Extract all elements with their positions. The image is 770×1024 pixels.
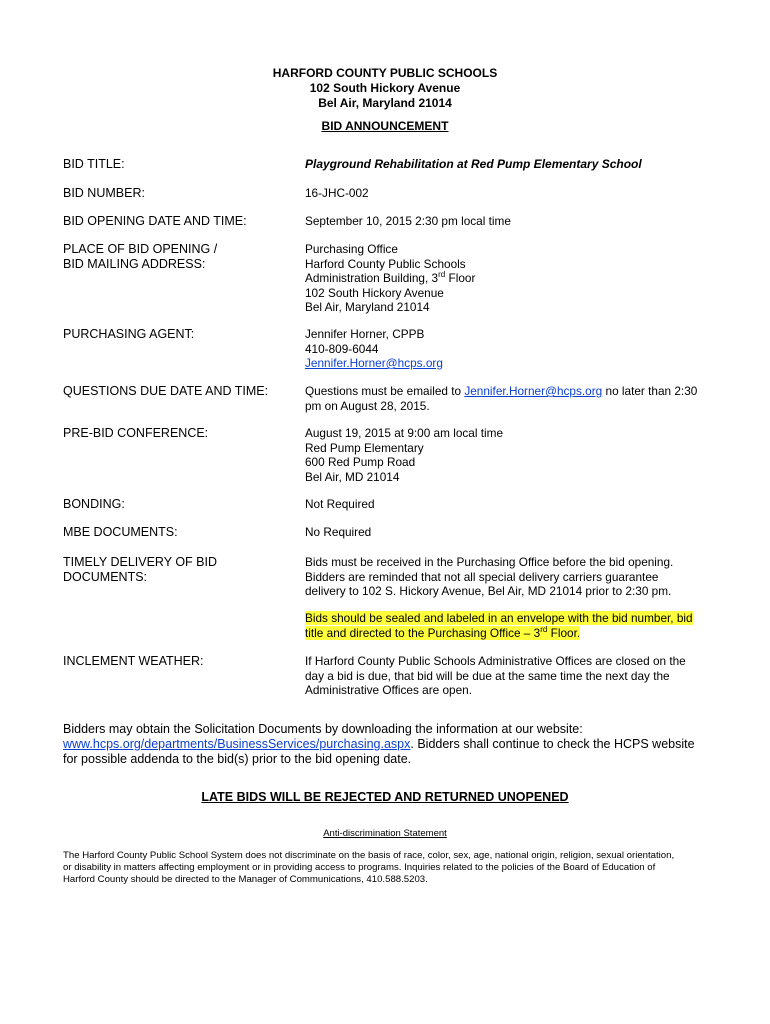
agent-value <box>305 327 715 371</box>
bid-number-label: BID NUMBER: <box>63 186 145 200</box>
place-value <box>305 242 715 315</box>
place-line3: Administration Building, 3rd Floor <box>305 270 476 285</box>
document-title: BID ANNOUNCEMENT <box>321 119 449 133</box>
anti-discrimination-text: The Harford County Public School System does not discriminate on the basis of race, color, sex, age, national origin, religion, sexual orientation, or disability in matters affecting employment or in providing access to programs. Inquiries related to the policies of the Board of Education of Harford County should be directed to the Manager of Communications, 410.588.5203. <box>63 850 675 885</box>
website-paragraph: Bidders may obtain the Solicitation Documents by downloading the information at our website: www.hcps.org/departments/BusinessServices/purchasing.aspx. Bidders shall continue to check the HCPS website for possible addenda to the bid(s) prior to the bid opening date. <box>63 722 695 766</box>
questions-label: QUESTIONS DUE DATE AND TIME: <box>63 384 269 398</box>
bonding-value: Not Required <box>305 497 375 511</box>
place-line5: Bel Air, Maryland 21014 <box>305 300 430 314</box>
agent-name: Jennifer Horner, CPPB <box>305 327 425 341</box>
bid-opening-label: BID OPENING DATE AND TIME: <box>63 214 247 228</box>
bid-opening-value: September 10, 2015 2:30 pm local time <box>305 214 511 228</box>
header-city: Bel Air, Maryland 21014 <box>318 96 452 110</box>
weather-label: INCLEMENT WEATHER: <box>63 654 204 668</box>
place-label: PLACE OF BID OPENING / BID MAILING ADDRESS: <box>63 242 218 271</box>
weather-value: If Harford County Public Schools Administrative Offices are closed on the day a bid is due, that bid will be due at the same time the next day the Administrative Offices are open. <box>305 654 686 697</box>
prebid-label: PRE-BID CONFERENCE: <box>63 426 209 440</box>
bonding-label: BONDING: <box>63 497 125 511</box>
place-line2: Harford County Public Schools <box>305 256 466 271</box>
bid-title-value: Playground Rehabilitation at Red Pump Elementary School <box>305 157 642 171</box>
agent-label: PURCHASING AGENT: <box>63 327 195 341</box>
questions-email-link[interactable]: Jennifer.Horner@hcps.org <box>464 384 603 398</box>
mbe-label: MBE DOCUMENTS: <box>63 525 178 539</box>
agent-phone: 410-809-6044 <box>305 341 379 356</box>
questions-value: Questions must be emailed to Jennifer.Horner@hcps.org no later than 2:30 pm on August 28, 2015. <box>305 384 698 413</box>
website-link[interactable]: www.hcps.org/departments/BusinessServices/purchasing.aspx <box>63 737 411 751</box>
anti-discrimination-title: Anti-discrimination Statement <box>323 828 447 839</box>
place-line1: Purchasing Office <box>305 242 398 256</box>
bid-number-value: 16-JHC-002 <box>305 186 369 200</box>
mbe-value: No Required <box>305 525 372 539</box>
bid-title-label: BID TITLE: <box>63 157 125 171</box>
delivery-highlight: Bids should be sealed and labeled in an envelope with the bid number, bid title and directed to the Purchasing Office – 3rd Floor. <box>305 611 693 640</box>
delivery-value: Bids must be received in the Purchasing Office before the bid opening. Bidders are reminded that not all special delivery carriers guarantee delivery to 102 S. Hickory Avenue, Bel Air, MD 21014 prior to 2:30 pm. <box>305 555 674 598</box>
late-bids-notice: LATE BIDS WILL BE REJECTED AND RETURNED UNOPENED <box>201 790 569 804</box>
delivery-label: TIMELY DELIVERY OF BID DOCUMENTS: <box>63 555 217 584</box>
agent-email-link[interactable]: Jennifer.Horner@hcps.org <box>305 356 443 370</box>
header-street: 102 South Hickory Avenue <box>309 81 461 95</box>
header-org: HARFORD COUNTY PUBLIC SCHOOLS <box>272 66 498 80</box>
place-line4: 102 South Hickory Avenue <box>305 285 444 300</box>
prebid-value: August 19, 2015 at 9:00 am local time Red Pump Elementary 600 Red Pump Road Bel Air, MD 21014 <box>305 426 504 484</box>
